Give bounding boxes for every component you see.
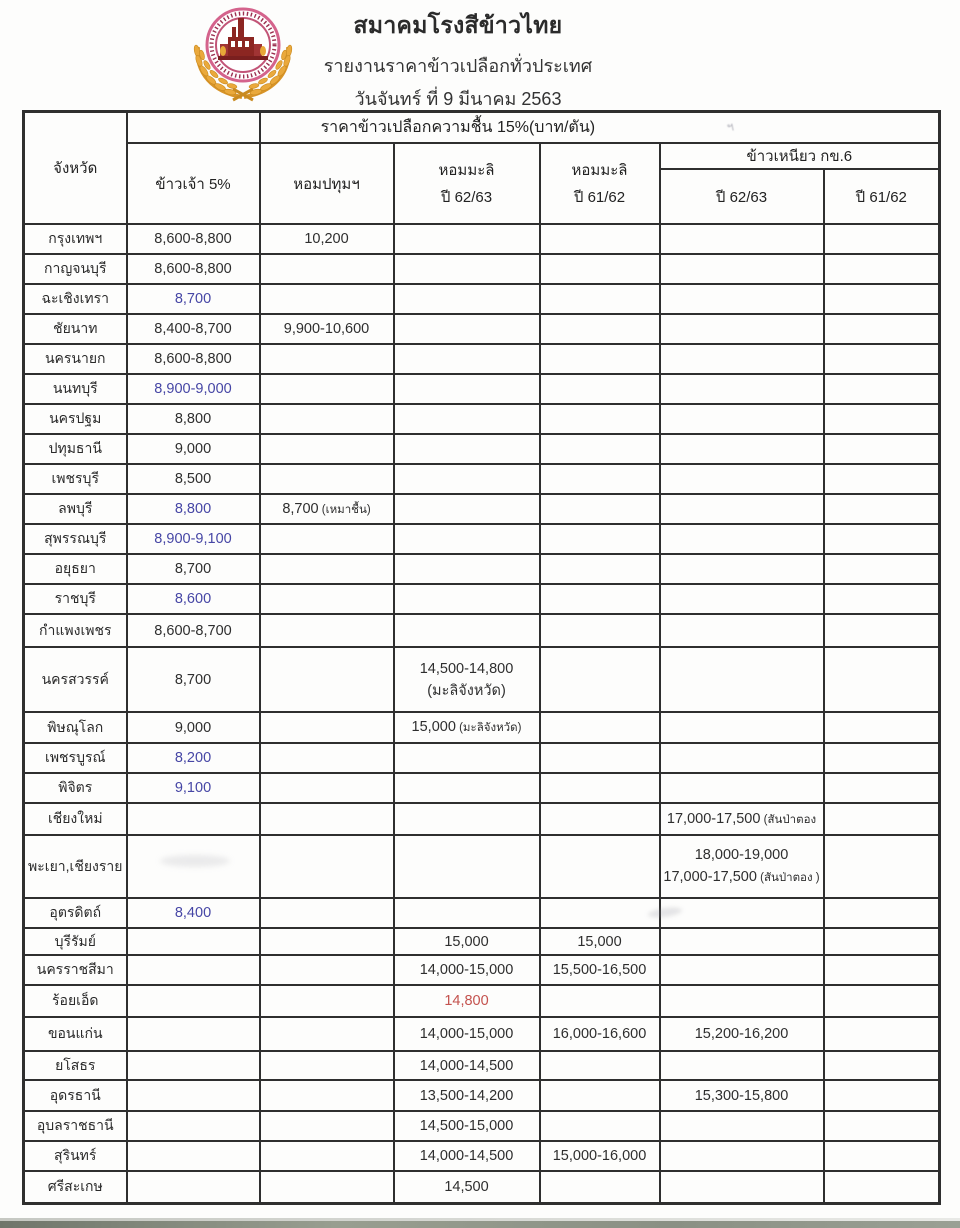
price-cell-hom_mali_6263	[394, 743, 540, 773]
province-cell: เพชรบูรณ์	[24, 743, 127, 773]
price-cell-hom_pathum	[260, 614, 394, 647]
price-cell-white_rice_5: 8,600-8,800	[127, 224, 260, 254]
price-cell-white_rice_5	[127, 1171, 260, 1203]
price-cell-sticky_6263	[660, 374, 824, 404]
price-cell-white_rice_5	[127, 1111, 260, 1141]
province-cell: อุบลราชธานี	[24, 1111, 127, 1141]
price-cell-hom_mali_6162	[540, 743, 660, 773]
price-cell-sticky_6263	[660, 614, 824, 647]
price-cell-hom_mali_6263: 13,500-14,200	[394, 1080, 540, 1111]
price-cell-sticky_6162	[824, 404, 940, 434]
price-cell-hom_pathum	[260, 554, 394, 584]
price-cell-sticky_6162	[824, 1141, 940, 1171]
table-row	[24, 224, 940, 254]
table-row	[24, 1017, 940, 1051]
price-cell-sticky_6162	[824, 1051, 940, 1080]
price-cell-hom_mali_6263	[394, 803, 540, 835]
table-row	[24, 928, 940, 955]
table-row	[24, 1080, 940, 1111]
price-cell-hom_mali_6162	[540, 314, 660, 344]
price-cell-sticky_6162	[824, 284, 940, 314]
price-cell-hom_mali_6263: 14,500-15,000	[394, 1111, 540, 1141]
price-cell-sticky_6263	[660, 404, 824, 434]
price-cell-hom_mali_6162	[540, 1111, 660, 1141]
price-cell-hom_mali_6162	[540, 284, 660, 314]
table-row	[24, 464, 940, 494]
col-hom-pathum: หอมปทุมฯ	[260, 143, 394, 224]
price-cell-sticky_6263	[660, 1051, 824, 1080]
price-cell-hom_mali_6162	[540, 898, 660, 928]
province-cell: ยโสธร	[24, 1051, 127, 1080]
price-cell-white_rice_5	[127, 1051, 260, 1080]
table-row	[24, 344, 940, 374]
price-cell-sticky_6263	[660, 773, 824, 803]
price-cell-hom_mali_6162	[540, 524, 660, 554]
bottom-scan-edge	[0, 1221, 960, 1228]
price-cell-sticky_6162	[824, 1111, 940, 1141]
table-row	[24, 554, 940, 584]
price-cell-sticky_6263	[660, 554, 824, 584]
table-row	[24, 584, 940, 614]
price-cell-sticky_6162	[824, 614, 940, 647]
hom-mali-year-6162: ปี 61/62	[573, 188, 626, 206]
price-cell-hom_mali_6162	[540, 1080, 660, 1111]
price-cell-sticky_6263	[660, 928, 824, 955]
table-row	[24, 284, 940, 314]
price-cell-hom_mali_6263: 14,000-14,500	[394, 1141, 540, 1171]
price-cell-hom_pathum	[260, 1111, 394, 1141]
price-cell-hom_pathum	[260, 985, 394, 1017]
price-cell-white_rice_5: 8,600-8,800	[127, 254, 260, 284]
price-cell-hom_pathum	[260, 524, 394, 554]
price-cell-hom_pathum	[260, 584, 394, 614]
table-row	[24, 898, 940, 928]
price-cell-hom_mali_6263	[394, 614, 540, 647]
price-cell-hom_mali_6263	[394, 314, 540, 344]
price-cell-sticky_6162	[824, 314, 940, 344]
price-cell-hom_mali_6263	[394, 284, 540, 314]
table-row	[24, 254, 940, 284]
province-cell: นนทบุรี	[24, 374, 127, 404]
province-cell: ศรีสะเกษ	[24, 1171, 127, 1203]
price-cell-hom_mali_6263	[394, 254, 540, 284]
price-cell-sticky_6263	[660, 224, 824, 254]
moisture-band-header	[260, 112, 940, 144]
price-cell-hom_mali_6162	[540, 254, 660, 284]
price-cell-white_rice_5: 8,600-8,700	[127, 614, 260, 647]
col-hom-mali-6263	[394, 143, 540, 224]
doc-date: วันจันทร์ ที่ 9 มีนาคม 2563	[354, 89, 562, 109]
table-row	[24, 803, 940, 835]
price-cell-sticky_6162	[824, 524, 940, 554]
price-cell-hom_mali_6162: 15,000-16,000	[540, 1141, 660, 1171]
scan-smudge	[160, 855, 230, 867]
price-cell-hom_mali_6162: 15,000	[540, 928, 660, 955]
col-white-rice-5pct: ข้าวเจ้า 5%	[127, 143, 260, 224]
price-cell-sticky_6263: 15,300-15,800	[660, 1080, 824, 1111]
price-cell-hom_pathum	[260, 434, 394, 464]
price-cell-white_rice_5: 8,900-9,000	[127, 374, 260, 404]
price-cell-hom_pathum: 9,900-10,600	[260, 314, 394, 344]
price-cell-white_rice_5: 8,200	[127, 743, 260, 773]
price-cell-sticky_6162	[824, 712, 940, 743]
price-cell-hom_mali_6162	[540, 584, 660, 614]
price-cell-hom_mali_6162: 16,000-16,600	[540, 1017, 660, 1051]
price-cell-sticky_6162	[824, 835, 940, 898]
price-cell-hom_pathum	[260, 1080, 394, 1111]
table-row	[24, 985, 940, 1017]
price-cell-sticky_6162	[824, 955, 940, 985]
table-row	[24, 647, 940, 712]
price-cell-hom_pathum	[260, 803, 394, 835]
col-sticky-rice-band: ข้าวเหนียว กข.6	[660, 143, 940, 169]
price-cell-hom_mali_6162	[540, 614, 660, 647]
price-cell-hom_pathum	[260, 1171, 394, 1203]
price-cell-sticky_6162	[824, 898, 940, 928]
price-cell-hom_pathum	[260, 344, 394, 374]
price-cell-hom_mali_6263	[394, 434, 540, 464]
price-cell-hom_pathum	[260, 1141, 394, 1171]
table-row	[24, 314, 940, 344]
col-province-header: จังหวัด	[24, 112, 127, 225]
table-row	[24, 434, 940, 464]
price-cell-sticky_6263	[660, 434, 824, 464]
scan-smudge: ฯ	[725, 119, 736, 135]
price-cell-sticky_6263	[660, 743, 824, 773]
price-cell-sticky_6263	[660, 647, 824, 712]
table-row	[24, 743, 940, 773]
price-cell-sticky_6263	[660, 524, 824, 554]
price-cell-white_rice_5	[127, 955, 260, 985]
price-cell-sticky_6263	[660, 898, 824, 928]
price-cell-hom_mali_6263	[394, 524, 540, 554]
price-cell-hom_mali_6263	[394, 773, 540, 803]
price-cell-hom_pathum	[260, 1017, 394, 1051]
province-cell: นครราชสีมา	[24, 955, 127, 985]
price-cell-hom_mali_6263	[394, 344, 540, 374]
price-cell-hom_pathum	[260, 464, 394, 494]
price-cell-hom_pathum: 8,700 (เหมาชื้น)	[260, 494, 394, 524]
hom-mali-label: หอมมะลิ	[571, 161, 628, 179]
province-cell: อุตรดิตถ์	[24, 898, 127, 928]
province-cell: นครสวรรค์	[24, 647, 127, 712]
price-cell-sticky_6162	[824, 434, 940, 464]
price-cell-sticky_6162	[824, 1080, 940, 1111]
price-cell-hom_mali_6263	[394, 374, 540, 404]
header-empty-cell	[127, 112, 260, 144]
price-cell-hom_mali_6263: 14,500	[394, 1171, 540, 1203]
price-cell-sticky_6162	[824, 584, 940, 614]
table-row	[24, 494, 940, 524]
province-cell: สุพรรณบุรี	[24, 524, 127, 554]
price-cell-sticky_6162	[824, 1017, 940, 1051]
province-cell: พะเยา,เชียงราย	[24, 835, 127, 898]
price-cell-white_rice_5: 9,100	[127, 773, 260, 803]
col-sticky-6162: ปี 61/62	[824, 169, 940, 224]
price-cell-hom_pathum	[260, 835, 394, 898]
price-cell-hom_mali_6263	[394, 554, 540, 584]
price-cell-hom_mali_6162	[540, 494, 660, 524]
price-cell-hom_mali_6162	[540, 803, 660, 835]
price-cell-hom_mali_6263: 14,000-14,500	[394, 1051, 540, 1080]
table-row	[24, 955, 940, 985]
price-cell-white_rice_5: 8,800	[127, 494, 260, 524]
price-cell-sticky_6162	[824, 773, 940, 803]
price-cell-sticky_6263	[660, 464, 824, 494]
province-cell: อุดรธานี	[24, 1080, 127, 1111]
price-cell-hom_mali_6162	[540, 985, 660, 1017]
price-cell-white_rice_5	[127, 1080, 260, 1111]
price-cell-sticky_6162	[824, 254, 940, 284]
province-cell: ลพบุรี	[24, 494, 127, 524]
province-cell: นครนายก	[24, 344, 127, 374]
price-cell-hom_mali_6162	[540, 404, 660, 434]
province-cell: สุรินทร์	[24, 1141, 127, 1171]
province-cell: บุรีรัมย์	[24, 928, 127, 955]
price-cell-sticky_6263	[660, 314, 824, 344]
province-cell: เชียงใหม่	[24, 803, 127, 835]
price-cell-hom_pathum	[260, 284, 394, 314]
price-cell-sticky_6263	[660, 1171, 824, 1203]
price-cell-white_rice_5: 8,600	[127, 584, 260, 614]
table-row	[24, 773, 940, 803]
price-cell-sticky_6162	[824, 374, 940, 404]
price-cell-hom_pathum	[260, 955, 394, 985]
price-cell-sticky_6162	[824, 224, 940, 254]
province-cell: เพชรบุรี	[24, 464, 127, 494]
col-sticky-6263: ปี 62/63	[660, 169, 824, 224]
province-cell: กรุงเทพฯ	[24, 224, 127, 254]
table-row	[24, 712, 940, 743]
province-cell: ฉะเชิงเทรา	[24, 284, 127, 314]
price-cell-white_rice_5: 8,500	[127, 464, 260, 494]
price-cell-sticky_6162	[824, 928, 940, 955]
price-cell-hom_pathum	[260, 254, 394, 284]
price-cell-sticky_6162	[824, 464, 940, 494]
table-row	[24, 404, 940, 434]
price-cell-hom_mali_6162	[540, 374, 660, 404]
price-cell-sticky_6162	[824, 743, 940, 773]
price-cell-hom_pathum	[260, 743, 394, 773]
price-cell-hom_pathum	[260, 712, 394, 743]
hom-mali-label: หอมมะลิ	[438, 161, 495, 179]
doc-title: สมาคมโรงสีข้าวไทย	[353, 12, 563, 38]
province-cell: ปทุมธานี	[24, 434, 127, 464]
price-cell-white_rice_5: 8,400	[127, 898, 260, 928]
price-table	[22, 110, 941, 1205]
price-cell-hom_mali_6263: 14,500-14,800 (มะลิจังหวัด)	[394, 647, 540, 712]
price-cell-sticky_6263	[660, 1111, 824, 1141]
price-cell-sticky_6162	[824, 344, 940, 374]
price-cell-sticky_6162	[824, 554, 940, 584]
table-row	[24, 374, 940, 404]
table-row	[24, 1171, 940, 1203]
price-cell-sticky_6263: 17,000-17,500 (สันป่าตอง	[660, 803, 824, 835]
price-cell-hom_mali_6263	[394, 464, 540, 494]
price-cell-hom_mali_6162	[540, 344, 660, 374]
price-cell-hom_pathum: 10,200	[260, 224, 394, 254]
price-cell-white_rice_5: 9,000	[127, 434, 260, 464]
price-cell-hom_mali_6263: 14,000-15,000	[394, 1017, 540, 1051]
price-cell-sticky_6263	[660, 712, 824, 743]
price-cell-white_rice_5	[127, 928, 260, 955]
price-cell-hom_mali_6263: 15,000 (มะลิจังหวัด)	[394, 712, 540, 743]
price-cell-hom_mali_6263	[394, 898, 540, 928]
price-cell-sticky_6263	[660, 284, 824, 314]
price-cell-sticky_6162	[824, 647, 940, 712]
province-cell: ร้อยเอ็ด	[24, 985, 127, 1017]
price-cell-hom_mali_6263: 14,800	[394, 985, 540, 1017]
price-cell-hom_mali_6162	[540, 835, 660, 898]
price-cell-hom_mali_6162	[540, 224, 660, 254]
province-cell: ราชบุรี	[24, 584, 127, 614]
price-cell-hom_pathum	[260, 1051, 394, 1080]
price-cell-sticky_6263	[660, 955, 824, 985]
moisture-band-label: ราคาข้าวเปลือกความชื้น 15%(บาท/ตัน)	[320, 119, 596, 136]
price-cell-sticky_6263	[660, 584, 824, 614]
price-cell-hom_mali_6162	[540, 1051, 660, 1080]
price-cell-white_rice_5	[127, 985, 260, 1017]
province-cell: นครปฐม	[24, 404, 127, 434]
price-cell-sticky_6162	[824, 494, 940, 524]
price-cell-sticky_6263: 18,000-19,000 17,000-17,500 (สันป่าตอง )	[660, 835, 824, 898]
hom-mali-year-6263: ปี 62/63	[440, 188, 493, 206]
price-cell-white_rice_5: 8,600-8,800	[127, 344, 260, 374]
doc-subtitle: รายงานราคาข้าวเปลือกทั่วประเทศ	[323, 56, 593, 76]
price-cell-hom_mali_6162	[540, 434, 660, 464]
price-cell-white_rice_5: 8,900-9,100	[127, 524, 260, 554]
col-hom-mali-6162	[540, 143, 660, 224]
price-cell-hom_pathum	[260, 404, 394, 434]
price-cell-white_rice_5	[127, 803, 260, 835]
province-cell: ขอนแก่น	[24, 1017, 127, 1051]
price-cell-hom_pathum	[260, 773, 394, 803]
table-row	[24, 614, 940, 647]
price-cell-white_rice_5: 8,800	[127, 404, 260, 434]
price-cell-hom_mali_6263: 15,000	[394, 928, 540, 955]
table-row	[24, 1141, 940, 1171]
province-cell: พิษณุโลก	[24, 712, 127, 743]
province-cell: กาญจนบุรี	[24, 254, 127, 284]
price-cell-sticky_6263	[660, 494, 824, 524]
province-cell: ชัยนาท	[24, 314, 127, 344]
province-cell: พิจิตร	[24, 773, 127, 803]
price-cell-hom_mali_6263: 14,000-15,000	[394, 955, 540, 985]
price-cell-sticky_6263	[660, 985, 824, 1017]
price-cell-sticky_6162	[824, 803, 940, 835]
table-row	[24, 1051, 940, 1080]
price-cell-hom_mali_6263	[394, 224, 540, 254]
price-cell-sticky_6263: 15,200-16,200	[660, 1017, 824, 1051]
price-cell-hom_mali_6162	[540, 773, 660, 803]
price-cell-white_rice_5	[127, 1141, 260, 1171]
price-cell-sticky_6263	[660, 254, 824, 284]
price-cell-white_rice_5: 8,700	[127, 284, 260, 314]
price-cell-hom_mali_6263	[394, 494, 540, 524]
table-row	[24, 835, 940, 898]
price-cell-hom_pathum	[260, 374, 394, 404]
province-cell: กำแพงเพชร	[24, 614, 127, 647]
price-cell-hom_mali_6162	[540, 647, 660, 712]
price-cell-white_rice_5: 8,400-8,700	[127, 314, 260, 344]
price-cell-hom_mali_6263	[394, 404, 540, 434]
price-cell-white_rice_5: 8,700	[127, 554, 260, 584]
price-cell-white_rice_5	[127, 1017, 260, 1051]
price-cell-sticky_6263	[660, 1141, 824, 1171]
price-cell-hom_mali_6162: 15,500-16,500	[540, 955, 660, 985]
price-cell-hom_mali_6162	[540, 712, 660, 743]
table-row	[24, 1111, 940, 1141]
province-cell: อยุธยา	[24, 554, 127, 584]
price-cell-hom_pathum	[260, 647, 394, 712]
price-cell-hom_pathum	[260, 928, 394, 955]
price-cell-hom_mali_6263	[394, 835, 540, 898]
price-cell-hom_mali_6162	[540, 1171, 660, 1203]
price-cell-white_rice_5: 8,700	[127, 647, 260, 712]
price-cell-hom_pathum	[260, 898, 394, 928]
price-cell-white_rice_5: 9,000	[127, 712, 260, 743]
price-cell-hom_mali_6162	[540, 464, 660, 494]
price-cell-sticky_6263	[660, 344, 824, 374]
price-cell-sticky_6162	[824, 985, 940, 1017]
price-cell-hom_mali_6263	[394, 584, 540, 614]
price-cell-sticky_6162	[824, 1171, 940, 1203]
price-cell-hom_mali_6162	[540, 554, 660, 584]
table-row	[24, 524, 940, 554]
